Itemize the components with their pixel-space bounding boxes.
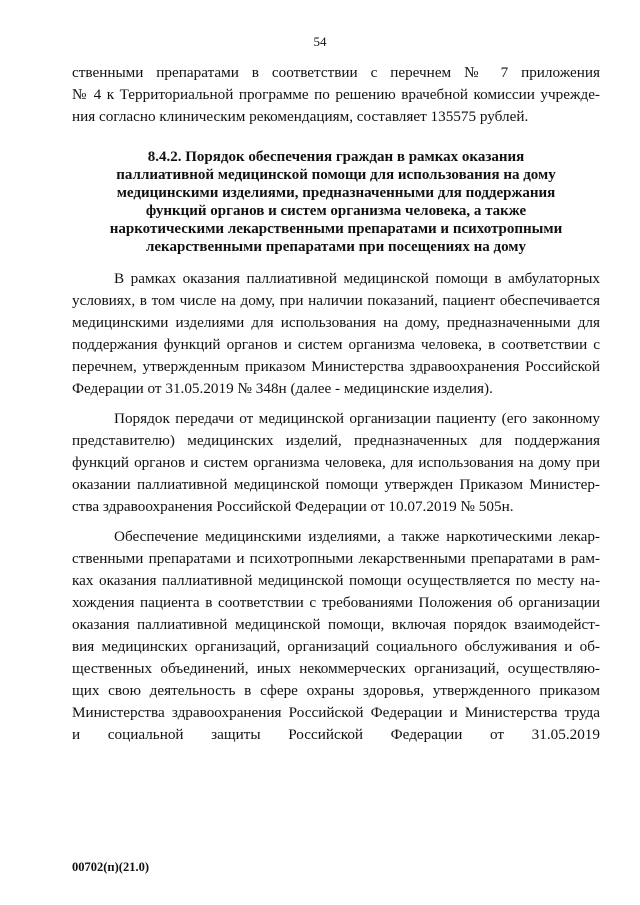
paragraph-line: вия медицинских организаций, организаций социального обслуживания и об- [72,638,600,655]
paragraph-line: щих свою деятельность в сфере охраны здоровья, утвержденного приказом [72,682,600,699]
paragraph-line: Порядок передачи от медицинской организации пациенту (его законному [114,410,600,427]
paragraph-line: ства здравоохранения Российской Федерации от 10.07.2019 № 505н. [72,498,514,515]
heading-line: паллиативной медицинской помощи для использования на дому [116,167,556,183]
paragraph-line: функций органов и систем организма человека, для использования на дому при [72,454,600,471]
heading-line: лекарственными препаратами при посещениях на дому [145,239,527,255]
document-code: 00702(п)(21.0) [72,860,149,874]
page-number: 54 [313,34,327,49]
paragraph-line: ственными препаратами и психотропными лекарственными препаратами в рам- [72,550,600,567]
paragraph-line: перечнем, утвержденным приказом Министерства здравоохранения Российской [72,358,600,375]
paragraph-line: и социальной защиты Российской Федерации от 31.05.2019 [72,726,600,743]
paragraph-line: условиях, в том числе на дому, при наличии показаний, пациент обеспечивается [72,292,600,309]
paragraph-1 [72,268,600,400]
paragraph-line: щественных объединений, иных некоммерческих организаций, осуществляю- [72,660,600,677]
paragraph-line: представителю) медицинских изделий, предназначенных для поддержания [72,432,600,449]
paragraph-line: В рамках оказания паллиативной медицинской помощи в амбулаторных [114,270,600,287]
paragraph-line: ках оказания паллиативной медицинской помощи осуществляется по месту на- [72,572,600,589]
paragraph-line: поддержания функций органов и систем организма человека, в соответствии с [72,336,600,353]
intro-line: ственными препаратами в соответствии с перечнем № 7 приложения [72,64,600,81]
paragraph-3 [72,526,600,746]
heading-line: функций органов и систем организма человека, а также [145,203,527,219]
intro-line: ния согласно клиническим рекомендациям, составляет 135575 рублей. [72,108,529,125]
document-body [72,62,600,746]
paragraph-line: медицинскими изделиями для использования на дому, предназначенными для [72,314,600,331]
heading-line: медицинскими изделиями, предназначенными для поддержания [116,185,556,201]
paragraph-line: оказания паллиативной медицинской помощи, включая порядок взаимодейст- [72,616,600,633]
intro-paragraph [72,62,600,128]
paragraph-line: Обеспечение медицинскими изделиями, а также наркотическими лекар- [114,528,600,545]
paragraph-line: хождения пациента в соответствии с требованиями Положения об организации [72,594,600,611]
heading-line: 8.4.2. Порядок обеспечения граждан в рамках оказания [147,149,525,165]
intro-line: № 4 к Территориальной программе по решению врачебной комиссии учрежде- [72,86,600,103]
section-heading [72,148,600,256]
heading-line: наркотическими лекарственными препаратами и психотропными [109,221,563,237]
paragraph-line: Министерства здравоохранения Российской Федерации и Министерства труда [72,704,600,721]
paragraph-2 [72,408,600,518]
paragraph-line: оказании паллиативной медицинской помощи утвержден Приказом Министер- [72,476,600,493]
paragraph-line: Федерации от 31.05.2019 № 348н (далее - медицинские изделия). [72,380,493,397]
